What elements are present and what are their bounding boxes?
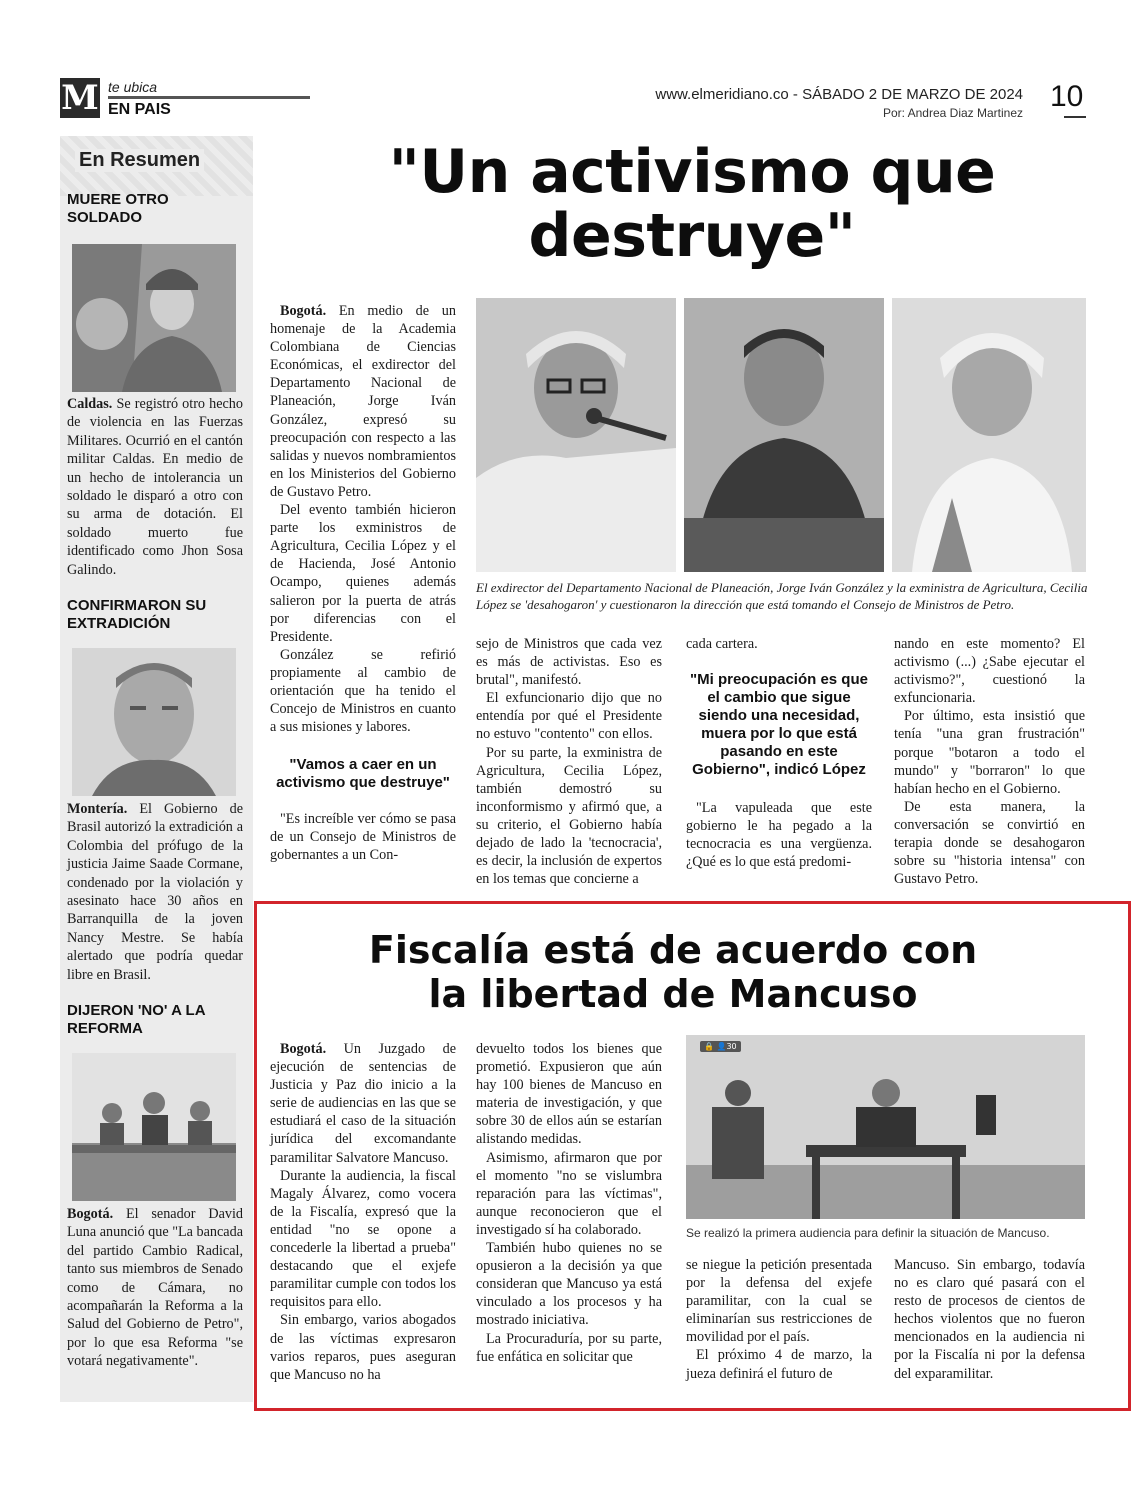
gonzalez-photo: [476, 298, 676, 572]
dateline: www.elmeridiano.co - SÁBADO 2 DE MARZO DE 2024: [655, 86, 1023, 103]
article2-column-3: se niegue la petición presentada por la defensa del exjefe paramilitar, con la cual se eliminarían sus restricciones de movilidad por el país. El próximo 4 de marzo, la jueza definirá el futuro de: [686, 1257, 872, 1382]
sidebar-heading-reforma: DIJERON 'NO' A LA REFORMA: [67, 1002, 205, 1037]
sidebar-text-reforma: Bogotá. El senador David Luna anunció que "La bancada del partido Cambio Radical, tanto sus miembros de Senado como de Cámara, no acompañarán la Reforma a la Salud del Gobierno de Petro", por lo que esa Reforma "se votará negativamente".: [67, 1206, 243, 1370]
section-label: EN PAIS: [108, 101, 171, 118]
article1-headline: [262, 137, 1122, 271]
article1-column-1: Bogotá. En medio de un homenaje de la Academia Colombiana de Ciencias Económicas, el exdirector del Departamento Nacional de Planeación, Jorge Iván González, expresó su preocupación con respecto a las salidas y nuevos nombramientos en los Ministerios del Gobierno de Gustavo Petro. Del evento también hicieron parte los exministros de Agricultura, Cecilia López y el de Hacienda, José Antonio Ocampo, quienes además salieron por la puerta de atrás por diferencias con el Presidente. González se refirió propiamente al cambio de orientación que ha tenido el Concejo de Ministros en cuanto a sus misiones y labores. "Vamos a caer en un activismo que destruye" "Es increíble ver cómo se pasa de un Consejo de Ministros de gobernantes a un Con-: [270, 303, 456, 864]
article2-headline: [262, 928, 1084, 1016]
tagline: te ubica: [108, 79, 158, 95]
article1-headline-line2: destruye": [528, 201, 856, 271]
article1-column-2: sejo de Ministros que cada vez es más de activistas. Eso es brutal", manifestó. El exfuncionario dijo que no entendía por qué el Presidente no estuvo "contento" con ellos. Por su parte, la exministra de Agricultura, Cecilia López, también demostró su inconformismo y afirmó que, a su criterio, el Gobierno había dejado de lado la 'tecnocracia', es decir, la inclusión de expertos en los temas que concierne a: [476, 636, 662, 888]
sidebar-text-soldado: Caldas. Se registró otro hecho de violencia en las Fuerzas Militares. Ocurrió en el cantón militar Caldas. En medio de un hecho de intolerancia un soldado le disparó a otro con su arma de dotación. El soldado muerto fue identificado como Jhon Sosa Galindo.: [67, 396, 243, 578]
soldier-photo: [72, 244, 236, 392]
newspaper-logo: M: [61, 78, 99, 118]
sidebar-text-extradicion: Montería. El Gobierno de Brasil autorizó la extradición a Colombia del prófugo de la justicia Jaime Saade Cormane, condenado por la violación y asesinato hace 30 años en Barranquilla de la joven Nancy Mestre. Se había alertado que podría quedar libre en Brasil.: [67, 801, 243, 983]
photo-badge: 🔒 👤30: [700, 1041, 741, 1052]
article1-pullquote-2: "Mi preocupación es que el cambio que sigue siendo una necesidad, muera por lo que está pasando en este Gobierno", indicó López: [690, 671, 868, 779]
extradited-man-photo: [72, 648, 236, 796]
article2-headline-line2: la libertad de Mancuso: [428, 972, 918, 1016]
petro-photo: [684, 298, 884, 572]
lopez-photo: [892, 298, 1086, 572]
article1-photo-caption: El exdirector del Departamento Nacional de Planeación, Jorge Iván González y la exministra de Agricultura, Cecilia López se 'desahogaron' y cuestionaron la dirección que está tomando el Consejo de Ministros de Petro.: [476, 580, 1088, 612]
article1-headline-line1: "Un activismo que: [388, 137, 996, 207]
article1-pullquote-1: "Vamos a caer en un activismo que destruye": [276, 756, 450, 792]
article2-column-1: Bogotá. Un Juzgado de ejecución de sentencias de Justicia y Paz dio inicio a la serie de audiencias en las que se estudiará el caso de la situación jurídica del excomandante paramilitar Salvatore Mancuso. Durante la audiencia, la fiscal Magaly Álvarez, como vocera de la Fiscalía, expresó que la entidad "no se opone a concederle la libertad a prueba" destacando que el exjefe paramilitar cumple con todos los requisitos para ello. Sin embargo, varios abogados de las víctimas expresaron varios reparos, pues aseguran que Mancuso no ha: [270, 1041, 456, 1383]
article1-column-3: cada cartera. "Mi preocupación es que el cambio que sigue siendo una necesidad, muera por lo que está pasando en este Gobierno", indicó López "La vapuleada que este gobierno le ha pegado a la tecnocracia es una vergüenza. ¿Qué es lo que está predomi-: [686, 636, 872, 871]
article2-headline-line1: Fiscalía está de acuerdo con: [368, 928, 978, 972]
sidebar-heading-extradicion: CONFIRMARON SU EXTRADICIÓN: [67, 597, 207, 632]
senate-meeting-photo: [72, 1053, 236, 1201]
page-number: 10: [1050, 80, 1084, 113]
article2-column-4: Mancuso. Sin embargo, todavía no es claro qué pasará con el resto de procesos de cientos de hechos violentos que no fueron mencionados en la audiencia ni por la Fiscalía ni por la defensa del exparamilitar.: [894, 1257, 1085, 1382]
article2-photo-caption: Se realizó la primera audiencia para definir la situación de Mancuso.: [686, 1226, 1050, 1240]
sidebar-heading-soldado: MUERE OTRO SOLDADO: [67, 191, 169, 226]
article1-column-4: nando en este momento? El activismo (...) ¿Sabe ejecutar el activismo?", cuestionó la exfuncionaria. Por último, esta insistió que tenía "una gran frustración" porque "botaron a todo el mundo" y "borraron" lo que habían hecho en el Gobierno. De esta manera, la conversación se convirtió en terapia donde se desahogaron sobre su "historia intensa" con Gustavo Petro.: [894, 636, 1085, 888]
byline: Por: Andrea Diaz Martinez: [882, 106, 1023, 120]
sidebar-title: En Resumen: [75, 149, 204, 172]
mancuso-hearing-photo: [686, 1035, 1085, 1219]
header-rule: [108, 96, 310, 99]
page-number-rule: [1064, 116, 1086, 118]
article2-column-2: devuelto todos los bienes que prometió. Expusieron que aún hay 100 bienes de Mancuso en materia de investigación, y que sobre 30 de ellos aún se estarían alistando medidas. Asimismo, afirmaron que por el momento "no se vislumbra reparación para las víctimas", aunque reconocieron que el investigado sí ha colaborado. También hubo quienes no se opusieron a la decisión ya que consideran que Mancuso ya está vinculado a los procesos y ha mostrado iniciativa. La Procuraduría, por su parte, fue enfática en solicitar que: [476, 1041, 662, 1365]
